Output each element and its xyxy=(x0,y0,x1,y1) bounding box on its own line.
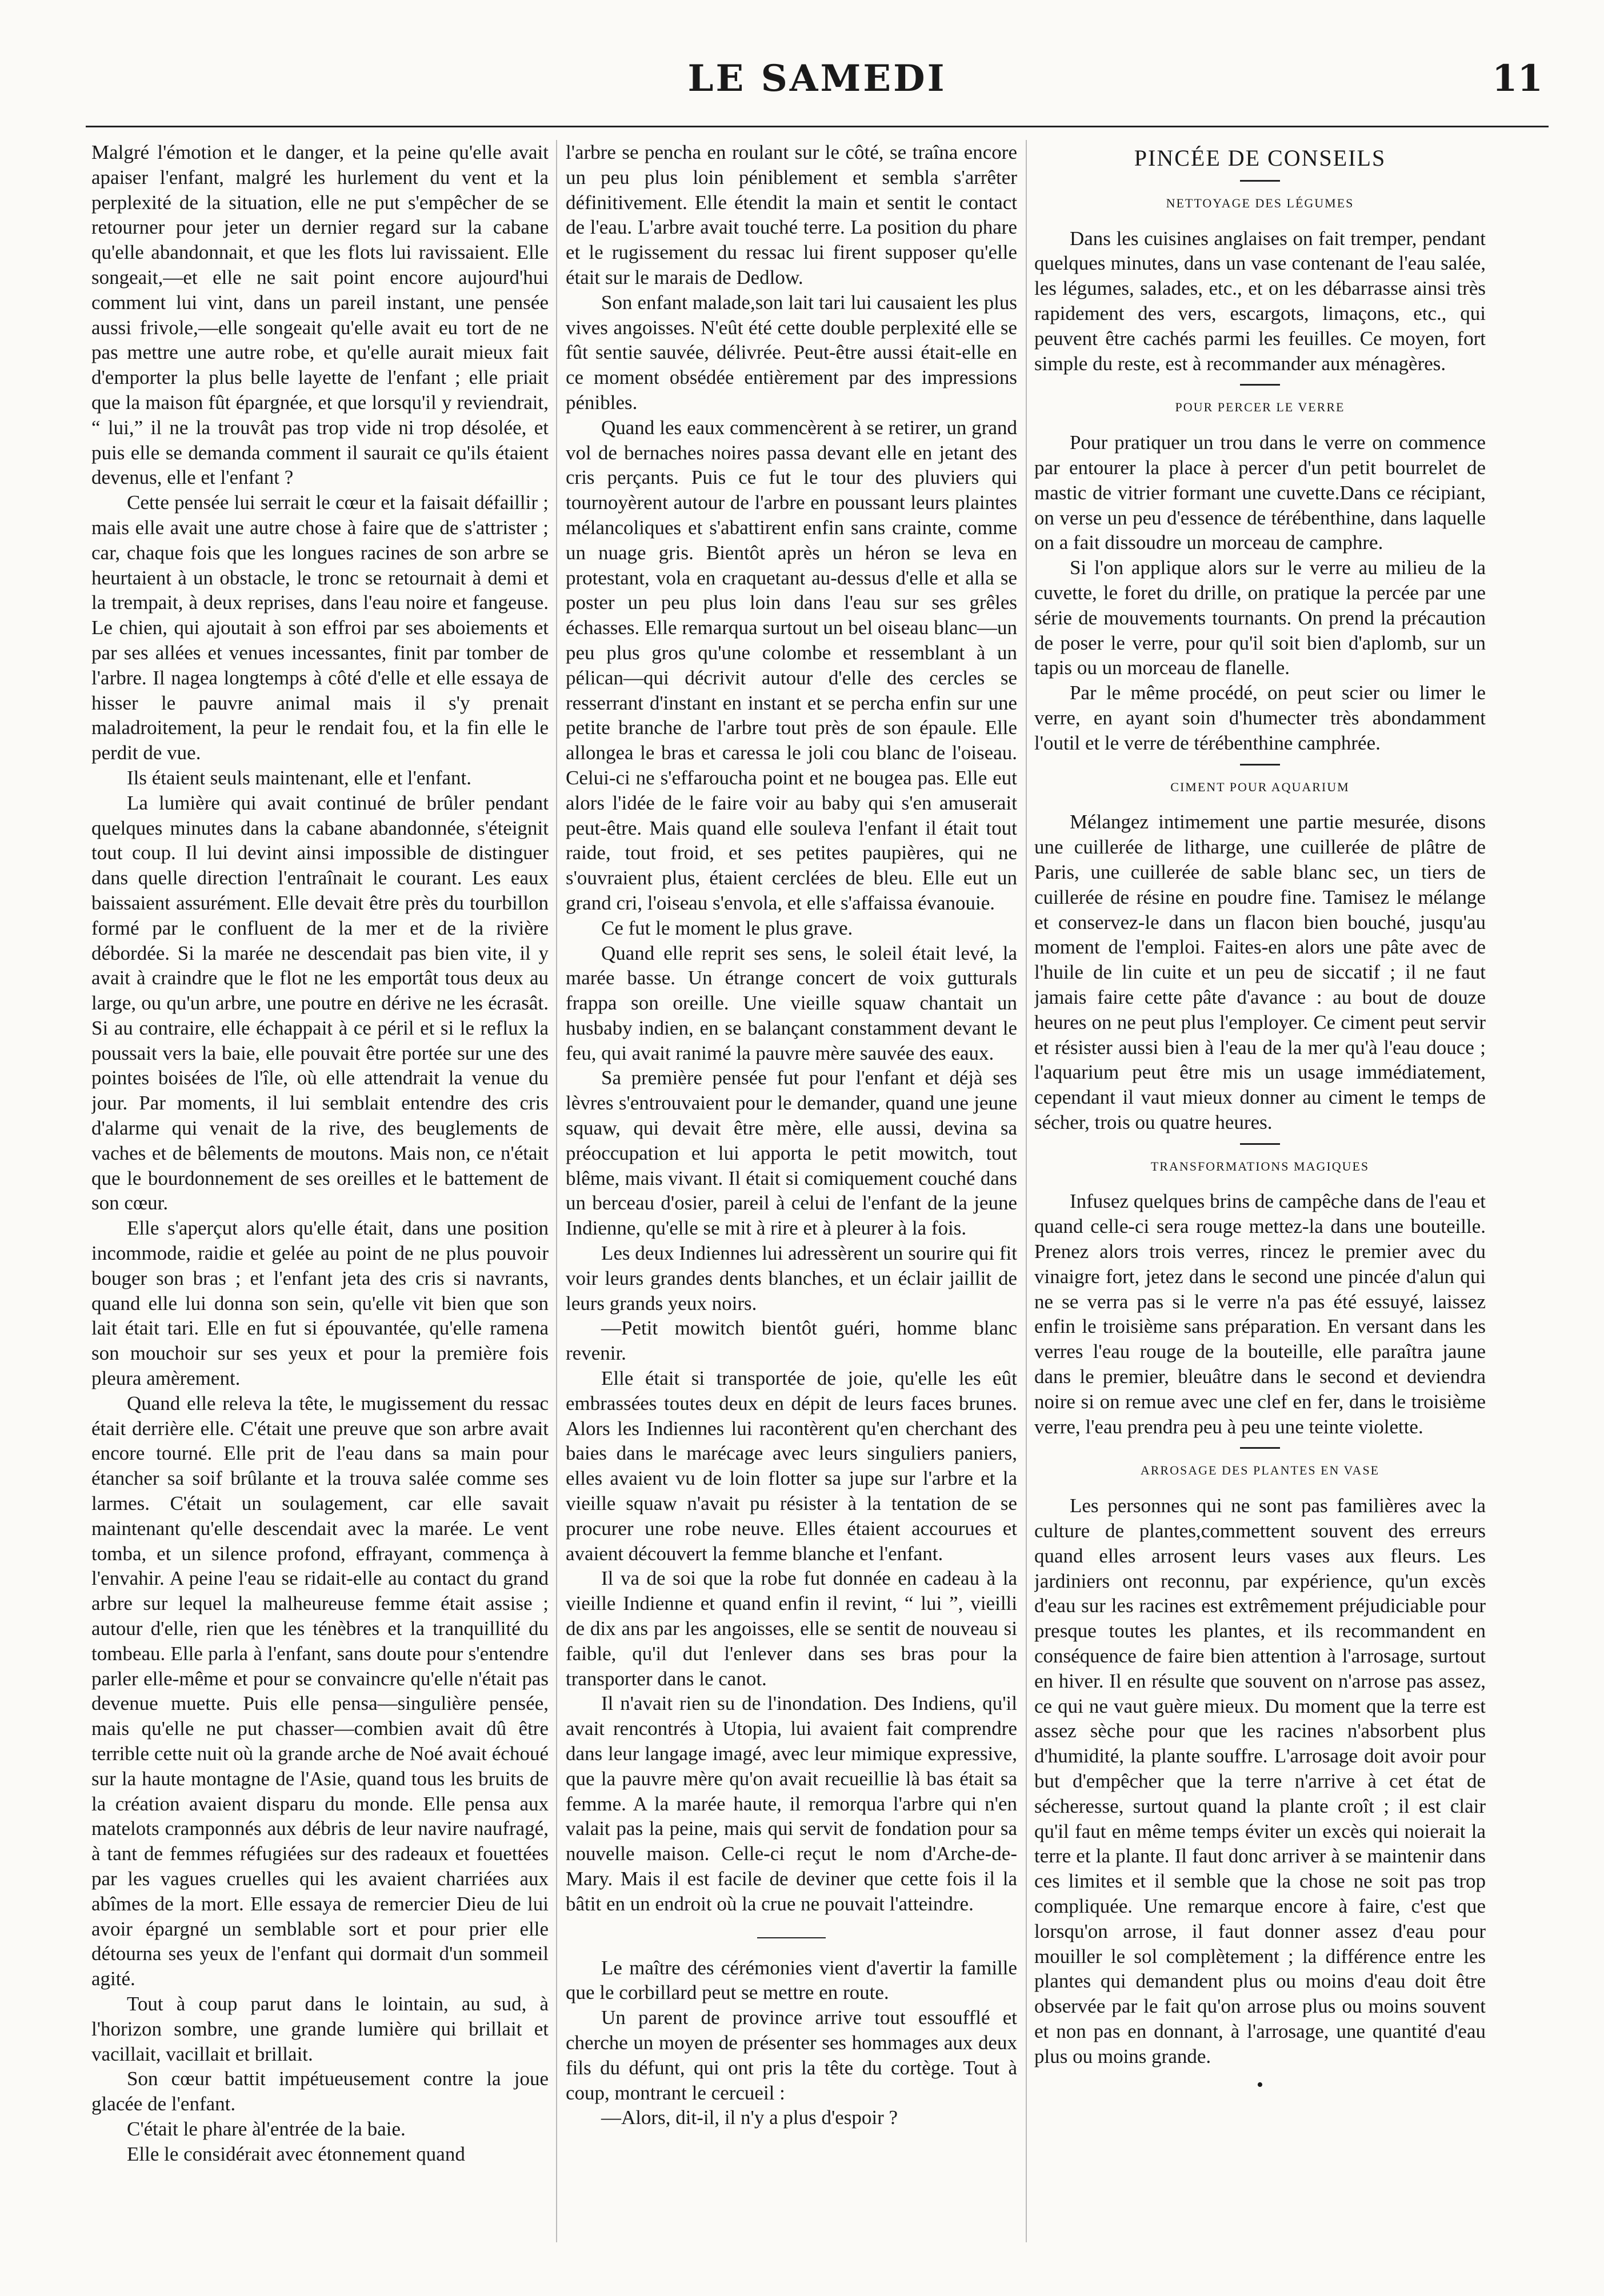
paragraph: Il n'avait rien su de l'inondation. Des Indiens, qu'il avait rencontrés à Utopia, lui avaient fait comprendre dans leur langage imagé, avec leur mimique expressive, que la pauvre mère qu'on avait recueillie là bas était sa femme. A la marée haute, il remorqua l'arbre qui n'en valait pas la peine, mais qui servit de fondation pour sa nouvelle maison. Celle-ci reçut le nom d'Arche-de-Mary. Mais il est facile de deviner que cette fois il la bâtit en un endroit où la crue ne pouvait l'atteindre. xyxy=(566,1692,1017,1915)
paragraph: Quand elle reprit ses sens, le soleil était levé, la marée basse. Un étrange concert de voix gutturals frappa son oreille. Une vieille squaw chantait un husbaby indien, en se balançant constamment devant le feu, qui avait ranimé la pauvre mère sauvée des eaux. xyxy=(566,941,1017,1064)
paragraph: Quand les eaux commencèrent à se retirer, un grand vol de bernaches noires passa devant elle en jetant des cris perçants. Puis ce fut le tour des pluviers qui tournoyèrent autour de l'arbre en poussant leurs plaintes mélancoliques et s'abattirent enfin sans crainte, comme un nuage gris. Bientôt après un héron se leva en protestant, vola en craquetant au-dessus d'elle et alla se poster un peu plus loin dans l'eau sur ses grêles échasses. Elle remarqua surtout un bel oiseau blanc—un peu plus gros qu'une colombe et ressemblant à un pélican—qui décrivit autour d'elle des cercles se resserrant d'instant en instant et se percha enfin sur une petite branche de l'arbre tout près de son épaule. Elle allongea le bras et caressa le joli cou blanc de l'oiseau. Celui-ci ne s'effaroucha point et ne bougea pas. Elle eut alors l'idée de le faire voir au baby qui s'en amuserait peut-être. Mais quand elle souleva l'enfant il était tout raide, tout froid, et ses petites paupières, qui ne s'ouvraient plus, étaient cerclées de bleu. Elle eut un grand cri, l'oiseau s'envola, et elle s'affaissa évanouie. xyxy=(566,416,1017,914)
paragraph: —Petit mowitch bientôt guéri, homme blanc revenir. xyxy=(566,1317,1017,1365)
paragraph: Les personnes qui ne sont pas familières avec la culture de plantes,commettent souvent des erreurs quand elles arrosent leurs vases aux fleurs. Les jardiniers ont reconnu, par expérience, qu'un excès d'eau sur les racines est extrêmement préjudiciable pour presque toutes les plantes, et ils recommandent en conséquence de faire bien attention à l'arrosage, surtout en hiver. Il en résulte que souvent on n'arrose pas assez, ce qui ne vaut guère mieux. Du moment que la terre est assez sèche pour que les racines n'absorbent plus d'humidité, la plante souffre. L'arrosage doit avoir pour but d'empêcher que la terre n'arrive à cet état de sécheresse, surtout quand la plante croît ; il est clair qu'il faut en même temps éviter un excès qui noierait la terre et la plante. Il faut donc arriver à se maintenir dans ces limites et il semble que la chose ne soit pas trop compliquée. Une remarque encore à faire, c'est que lorsqu'on arrose, il faut donner assez d'eau pour mouiller le sol complètement ; la différence entre les plantes qui demandent plus ou moins d'eau doit être observée par le fait qu'on arrose plus ou moins souvent et non pas en donnant, à l'arrosage, une quantité d'eau plus ou moins grande. xyxy=(1034,1494,1486,2067)
paragraph: Elle était si transportée de joie, qu'elle les eût embrassées toutes deux en dépit de leurs faces brunes. Alors les Indiennes lui racontèrent qu'en cherchant des baies dans le marécage avec leurs singuliers paniers, elles avaient vu de loin flotter sa jupe sur l'arbre et la vieille squaw n'avait pu résister à la tentation de se procurer une robe neuve. Elles étaient accourues et avaient découvert la femme blanche et l'enfant. xyxy=(566,1367,1017,1565)
paragraph: Pour pratiquer un trou dans le verre on commence par entourer la place à percer d'un petit bourrelet de mastic de vitrier formant une cuvette.Dans ce récipiant, on verse un peu d'essence de térébenthine, dans laquelle on a fait dissoudre un morceau de camphre. xyxy=(1034,431,1486,554)
section-title: PINCÉE DE CONSEILS xyxy=(1134,145,1386,171)
paragraph: Elle s'aperçut alors qu'elle était, dans une position incommode, raidie et gelée au point de ne plus pouvoir bouger son bras ; et l'enfant jeta des cris si navrants, quand elle lui donna son sein, qu'elle vit bien que son lait était tari. Elle en fut si épouvantée, qu'elle ramena son mouchoir sur ses yeux et pour la première fois pleura amèrement. xyxy=(91,1217,549,1390)
subsection-title: POUR PERCER LE VERRE xyxy=(1175,400,1345,415)
paragraph: Son cœur battit impétueusement contre la joue glacée de l'enfant. xyxy=(91,2067,549,2115)
paragraph: Les deux Indiennes lui adressèrent un sourire qui fit voir leurs grandes dents blanches, et un éclair jaillit de leurs grands yeux noirs. xyxy=(566,1242,1017,1315)
page-number: 11 xyxy=(1491,57,1543,100)
paragraph: Sa première pensée fut pour l'enfant et déjà ses lèvres s'entrouvaient pour le demander, quand une jeune squaw, qui devait être mère, elle aussi, devina sa préoccupation et lui apporta le petit mowitch, tout blême, mais vivant. Il était si comiquement couché dans un berceau d'osier, pareil à celui de l'enfant de la jeune Indienne, qu'elle se mit à rire et à pleurer à la fois. xyxy=(566,1067,1017,1240)
anecdote-paragraph: Un parent de province arrive tout essoufflé et cherche un moyen de présenter ses hommages aux deux fils du défunt, qui ont pris la tête du cortège. Tout à coup, montrant le cercueil : xyxy=(566,2006,1017,2104)
subsection-title: CIMENT POUR AQUARIUM xyxy=(1170,779,1350,794)
paragraph: Si l'on applique alors sur le verre au milieu de la cuvette, le foret du drille, on pratique la percée par une série de mouvements tournants. On prend la précaution de poser le verre, pour qu'il soit bien d'aplomb, sur un tapis ou un morceau de flanelle. xyxy=(1034,556,1486,679)
paragraph: l'arbre se pencha en roulant sur le côté, se traîna encore un peu plus loin péniblement et sembla s'arrêter définitivement. Elle étendit la main et sentit le contact de l'eau. L'arbre avait touché terre. La position du phare et le rugissement du ressac lui firent supposer qu'elle était sur le marais de Dedlow. xyxy=(566,141,1017,288)
paragraph: Cette pensée lui serrait le cœur et la faisait défaillir ; mais elle avait une autre chose à faire que de s'attrister ; car, chaque fois que les longues racines de son arbre se heurtaient à un obstacle, le tronc se retournait à demi et la trempait, à deux reprises, dans l'eau noire et fangeuse. Le chien, qui ajoutait à son effroi par ses aboiements et par ses allées et venues incessantes, finit par tomber de l'arbre. Il nagea longtemps à côté d'elle et elle essaya de hisser le pauvre animal mais il s'y prenait maladroitement, la peur le rendait fou, et la fin elle le perdit de vue. xyxy=(91,491,549,764)
paragraph: Elle le considérait avec étonnement quand xyxy=(127,2142,465,2165)
column-divider xyxy=(1026,140,1027,2242)
paragraph: Son enfant malade,son lait tari lui causaient les plus vives angoisses. N'eût été cette double perplexité elle se fût sentie sauvée, délivrée. Peut-être aussi était-elle en ce moment obsédée entièrement par des impressions pénibles. xyxy=(566,291,1017,414)
paragraph: Tout à coup parut dans le lointain, au sud, à l'horizon sombre, une grande lumière qui brillait et vacillait, vacillait et brillait. xyxy=(91,1992,549,2065)
paragraph: Ce fut le moment le plus grave. xyxy=(601,916,853,939)
paragraph: Mélangez intimement une partie mesurée, disons une cuillerée de litharge, une cuillerée de plâtre de Paris, une cuillerée de sable blanc sec, un tiers de cuillerée de résine en poudre fine. Tamisez le mélange et conservez-le dans un flacon bien bouché, jusqu'au moment de l'emploi. Faites-en alors une pâte avec de l'huile de lin cuite et un peu de siccatif ; il ne faut jamais faire cette pâte d'avance : au bout de douze heures on ne peut plus l'employer. Ce ciment peut servir et résister aussi bien à l'eau de la mer qu'à l'eau douce ; l'aquarium peut être mis un usage immédiatement, cependant il vaut mieux donner au ciment le temps de sécher, trois ou quatre heures. xyxy=(1034,811,1486,1133)
paragraph: Ils étaient seuls maintenant, elle et l'enfant. xyxy=(127,766,472,789)
paragraph: Il va de soi que la robe fut donnée en cadeau à la vieille Indienne et quand enfin il revint, “ lui ”, vieilli de dix ans par les angoisses, elle se sentit de nouveau si faible, qu'il dut l'enlever dans ses bras pour la transporter dans le canot. xyxy=(566,1567,1017,1690)
paragraph: Dans les cuisines anglaises on fait tremper, pendant quelques minutes, dans un vase contenant de l'eau salée, les légumes, salades, etc., et on les débarrasse ainsi très rapidement des vers, escargots, limaçons, etc., qui peuvent être cachés parmi les feuilles. Ce moyen, fort simple du reste, est à recommander aux ménagères. xyxy=(1034,227,1486,375)
anecdote-punchline: —Alors, dit-il, il n'y a plus d'espoir ? xyxy=(601,2106,898,2129)
separator-rule xyxy=(1240,384,1280,386)
anecdote-paragraph: Le maître des cérémonies vient d'avertir la famille que le corbillard peut se mettre en route. xyxy=(566,1956,1017,2004)
story-column-1 xyxy=(91,140,549,2265)
paragraph: Par le même procédé, on peut scier ou limer le verre, en ayant soin d'humecter très abondamment l'outil et le verre de térébenthine camphrée. xyxy=(1034,682,1486,754)
separator-rule xyxy=(1240,180,1280,182)
journal-title: LE SAMEDI xyxy=(687,57,947,100)
paragraph: Infusez quelques brins de campêche dans de l'eau et quand celle-ci sera rouge mettez-la dans une bouteille. Prenez alors trois verres, rincez le premier avec du vinaigre fort, jetez dans le second une pincée d'alun qui ne se verra pas si le verre n'a pas été essuyé, laissez enfin le troisième sans préparation. En versant dans les verres l'eau rouge de la bouteille, elle paraîtra jaune dans le premier, bleuâtre dans le second et deviendra noire si on remue avec une clef en fer, dans le troisième verre, l'eau prendra peu à peu une teinte violette. xyxy=(1034,1190,1486,1438)
separator-rule xyxy=(1240,1143,1280,1145)
paragraph: Quand elle releva la tête, le mugissement du ressac était derrière elle. C'était une preuve que son arbre avait encore tourné. Elle prit de l'eau dans sa main pour étancher sa soif brûlante et la trouva salée comme ses larmes. C'était un soulagement, car elle savait maintenant qu'elle descendait avec la marée. Le vent tomba, et un silence profond, effrayant, commença à l'envahir. A peine l'eau se ridait-elle au contact du grand arbre sur lequel la malheureuse femme était assise ; autour d'elle, rien que les ténèbres et la tranquillité du tombeau. Elle parla à l'enfant, sans doute pour s'entendre parler elle-même et pour se convaincre qu'elle n'était pas devenue muette. Puis elle pensa—singulière pensée, mais qu'elle ne put chasser—combien avait dû être terrible cette nuit où la grande arche de Noé avait échoué sur la haute montagne de l'Asie, quand tous les bruits de la création avaient disparu du monde. Elle pensa aux matelots cramponnés aux débris de leur navire naufragé, à tant de femmes réfugiées sur des radeaux et fouettées par les vagues cruelles qui les avaient charriées aux abîmes de la mort. Elle essaya de remercier Dieu de lui avoir épargné un semblable sort et pour prier elle détourna ses yeux de l'enfant qui dormait d'un sommeil agité. xyxy=(91,1392,549,1990)
paragraph: La lumière qui avait continué de brûler pendant quelques minutes dans la cabane abandonnée, s'éteignit tout coup. Il lui devint ainsi impossible de distinguer dans quelle direction l'entraînait le courant. Les eaux baissaient assurément. Elle devait être près du tourbillon formé par le confluent de la mer et de la rivière débordée. Si la marée ne descendait pas bien vite, il y avait à craindre que le flot ne les emportât tous deux au large, ou qu'un arbre, une poutre en dérive ne les écrasât. Si au contraire, elle échappait à ce péril et si le reflux la poussait vers la baie, elle pouvait être portée sur une des pointes boisées de l'île, où elle attendrait la venue du jour. Par moments, il lui semblait entendre des cris d'alarme qui venait de la rive, des beuglements de vaches et de bêlements de moutons. Mais non, ce n'était que le bourdonnement de ses oreilles et le battement de son cœur. xyxy=(91,791,549,1215)
paragraph: C'était le phare àl'entrée de la baie. xyxy=(127,2117,406,2140)
separator-rule xyxy=(1240,1447,1280,1449)
separator-rule xyxy=(1240,764,1280,766)
subsection-title: NETTOYAGE DES LÉGUMES xyxy=(1166,195,1354,210)
paragraph: Malgré l'émotion et le danger, et la peine qu'elle avait apaiser l'enfant, malgré les hurlement du vent et la perplexité de la situation, elle ne put s'empêcher de se retourner pour jeter un dernier regard sur la cabane qu'elle abandonnait, et que les flots lui ravissaient. Elle songeait,—et elle ne sait point encore aujourd'hui comment lui vint, dans un pareil instant, une pensée aussi frivole,—elle songeait qu'elle avait eu tort de ne pas mettre une autre robe, et qu'elle aurait mieux fait d'emporter la plus belle layette de l'enfant ; elle priait que la maison fût épargnée, et que lorsqu'il y reviendrait, “ lui,” il ne la trouvât pas trop vide ni trop désolée, et puis elle se demanda comment il saurait ce qu'ils étaient devenus, elle et l'enfant ? xyxy=(91,141,549,489)
column-divider xyxy=(556,140,557,2242)
end-mark: • xyxy=(1257,2074,1263,2095)
page-header xyxy=(86,40,1549,127)
story-column-2 xyxy=(566,140,1017,2265)
subsection-title: ARROSAGE DES PLANTES EN VASE xyxy=(1140,1463,1380,1478)
subsection-title: TRANSFORMATIONS MAGIQUES xyxy=(1150,1159,1370,1173)
advice-column xyxy=(1034,140,1486,2265)
separator-rule xyxy=(757,1937,826,1938)
